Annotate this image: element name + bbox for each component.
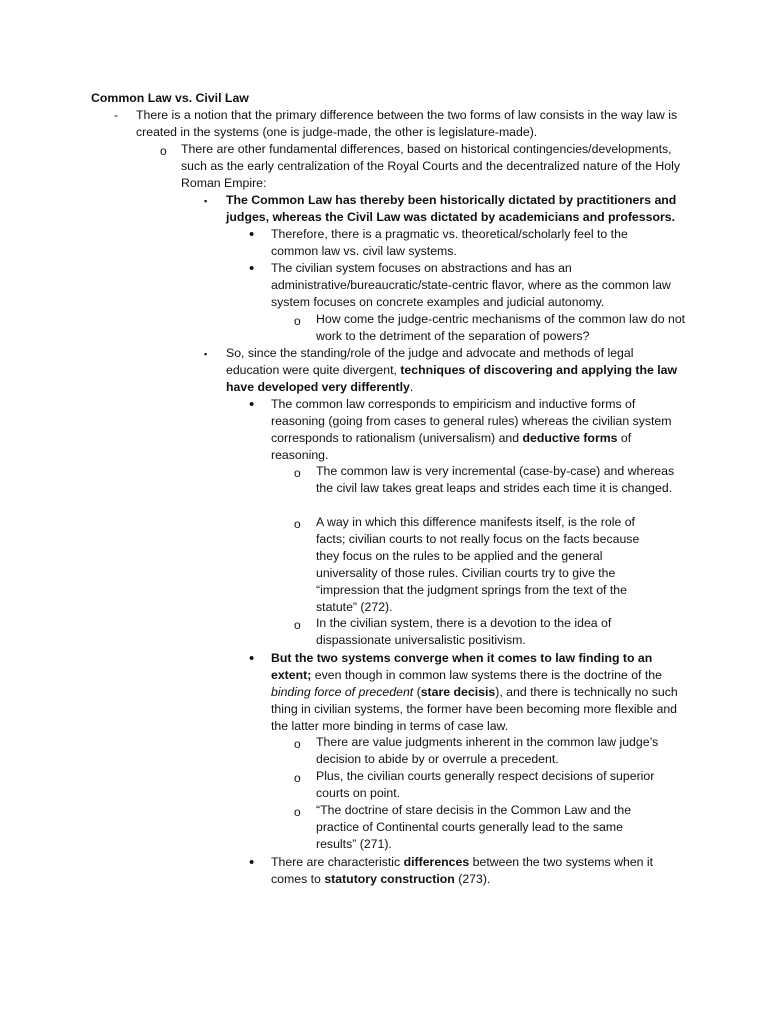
circle-marker: o xyxy=(294,466,301,480)
list-item xyxy=(271,396,676,464)
item-text: There are other fundamental differences, based on historical contingencies/developments, such as the early centralization of the Royal Courts and the decentralized nature of the Holy Roman Empire: xyxy=(181,142,680,190)
item-text: between the two systems when it comes to xyxy=(271,855,654,886)
circle-marker: o xyxy=(294,517,301,531)
bullet-marker: • xyxy=(249,226,255,243)
item-text-bold: statutory construction xyxy=(324,872,455,886)
square-marker: ▪ xyxy=(204,196,208,206)
item-text: Therefore, there is a pragmatic vs. theoretical/scholarly feel to the common law vs. civil law systems. xyxy=(271,227,628,258)
document-title: Common Law vs. Civil Law xyxy=(91,91,249,105)
item-text: In the civilian system, there is a devotion to the idea of dispassionate universalistic positivism. xyxy=(316,616,612,647)
item-text: ( xyxy=(413,685,421,699)
circle-marker: o xyxy=(294,737,301,751)
list-item xyxy=(181,141,681,192)
item-text: A way in which this difference manifests itself, is the role of facts; civilian courts to not really focus on the facts because they focus on the rules to be applied and the general universality of those rules. Civilian courts try to give the “impression that the judgment springs from the text of the statute” (272). xyxy=(316,515,640,614)
bullet-marker: • xyxy=(249,650,255,667)
circle-marker: o xyxy=(294,314,301,328)
list-item xyxy=(271,226,671,260)
item-text: ), and there is technically no such thing in civilian systems, the former have been becoming more flexible and the latter more binding in terms of case law. xyxy=(271,685,678,733)
list-item xyxy=(226,345,681,396)
list-item xyxy=(271,260,671,311)
item-text: There are value judgments inherent in the common law judge’s decision to abide by or overrule a precedent. xyxy=(316,735,659,766)
item-text: So, since the standing/role of the judge and advocate and methods of legal education were quite divergent, xyxy=(226,346,634,377)
list-item xyxy=(316,514,661,616)
list-item xyxy=(316,311,686,345)
item-text: The common law is very incremental (case-by-case) and whereas the civil law takes great leaps and strides each time it is changed. xyxy=(316,464,675,495)
list-item xyxy=(316,734,681,768)
circle-marker: o xyxy=(160,144,167,158)
item-text: (273). xyxy=(454,872,491,886)
item-text-italic: binding force of precedent xyxy=(271,685,414,699)
item-text: The common law corresponds to empiricism and inductive forms of reasoning (going from cases to general rules) whereas the civilian system corresponds to rationalism (universalism) and xyxy=(271,397,672,445)
item-text-bold: But the two systems converge when it comes to law finding to an extent; xyxy=(271,651,653,682)
item-text-bold: deductive forms xyxy=(522,431,618,445)
circle-marker: o xyxy=(294,771,301,785)
list-item xyxy=(316,463,686,497)
item-text-bold: techniques of discovering and applying the law have developed very differently xyxy=(226,363,678,394)
item-text: “The doctrine of stare decisis in the Common Law and the practice of Continental courts generally lead to the same results” (271). xyxy=(316,803,632,851)
item-text: There is a notion that the primary difference between the two forms of law consists in the way law is created in the systems (one is judge-made, the other is legislature-made). xyxy=(136,108,678,139)
item-text: The civilian system focuses on abstractions and has an administrative/bureaucratic/state-centric flavor, where as the common law system focuses on concrete examples and judicial autonomy. xyxy=(271,261,671,309)
circle-marker: o xyxy=(294,618,301,632)
list-item xyxy=(136,107,686,141)
item-text: How come the judge-centric mechanisms of the common law do not work to the detriment of the separation of powers? xyxy=(316,312,686,343)
list-item xyxy=(226,192,681,226)
item-text: Plus, the civilian courts generally respect decisions of superior courts on point. xyxy=(316,769,655,800)
square-marker: ▪ xyxy=(204,349,208,359)
item-text-bold: differences xyxy=(403,855,470,869)
bullet-marker: • xyxy=(249,260,255,277)
item-text: even though in common law systems there is the doctrine of the xyxy=(311,668,662,682)
list-item xyxy=(271,854,681,888)
bullet-marker: • xyxy=(249,396,255,413)
list-item xyxy=(316,768,681,802)
item-text: There are characteristic xyxy=(271,855,404,869)
list-item xyxy=(316,615,661,649)
bullet-marker: • xyxy=(249,854,255,871)
list-item xyxy=(271,650,681,735)
item-text: . xyxy=(409,380,414,394)
item-text-bold: stare decisis xyxy=(420,685,496,699)
item-text: The Common Law has thereby been historically dictated by practitioners and judges, whereas the Civil Law was dictated by academicians and professors. xyxy=(226,193,677,224)
dash-marker: - xyxy=(114,108,118,122)
circle-marker: o xyxy=(294,805,301,819)
list-item xyxy=(316,802,656,853)
item-text: of reasoning. xyxy=(271,431,632,462)
